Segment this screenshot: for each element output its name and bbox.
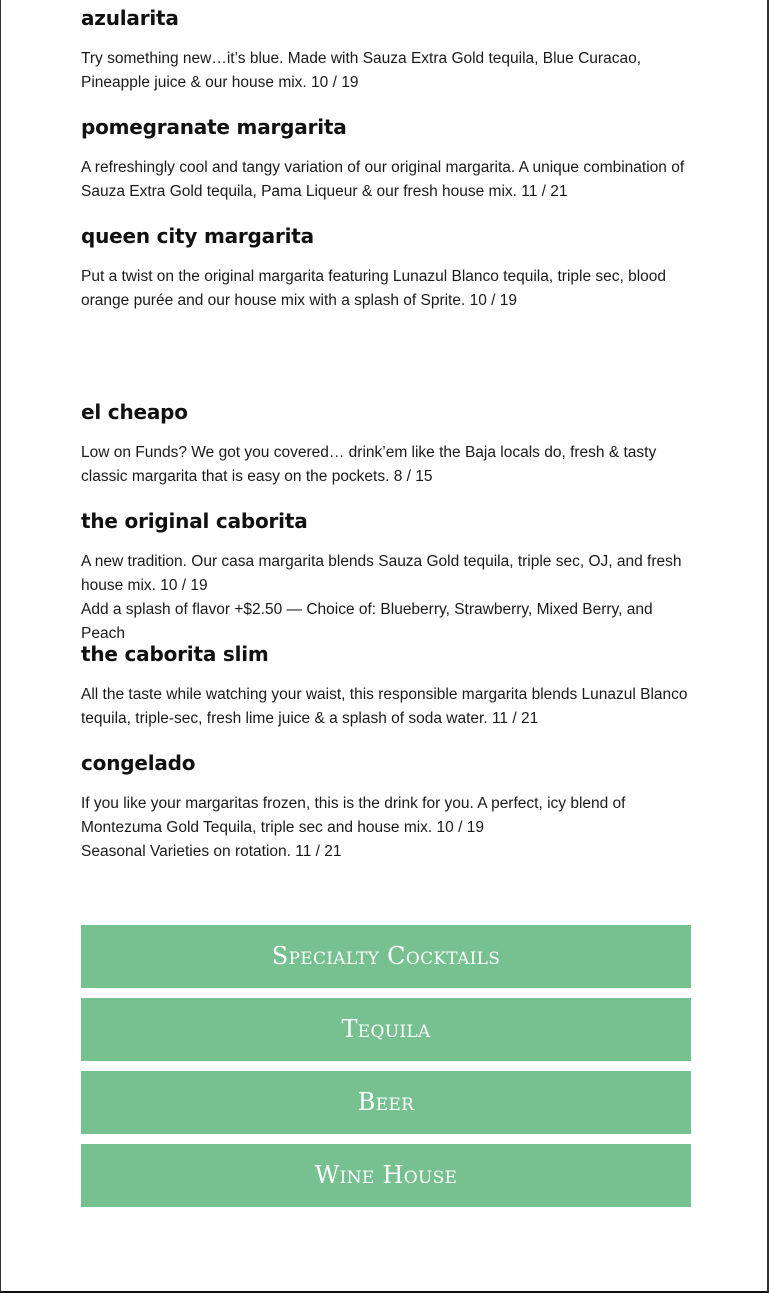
menu-item-title: queen city margarita bbox=[81, 224, 314, 248]
wine-house-button[interactable]: Wine House bbox=[81, 1144, 691, 1207]
menu-item-description: If you like your margaritas frozen, this is the drink for you. A perfect, icy blend of Montezuma Gold Tequila, triple sec and house mix. 10 / 19 bbox=[81, 795, 626, 836]
menu-item-title: the caborita slim bbox=[81, 642, 269, 666]
menu-item-title: el cheapo bbox=[81, 400, 188, 424]
menu-item-description: Try something new…it’s blue. Made with Sauza Extra Gold tequila, Blue Curacao, Pineapple juice & our house mix. 10 / 19 bbox=[81, 50, 641, 91]
menu-item-description: All the taste while watching your waist, this responsible margarita blends Lunazul Blanco tequila, triple-sec, fresh lime juice & a splash of soda water. 11 / 21 bbox=[81, 686, 688, 727]
menu-item-azularita bbox=[81, 5, 693, 95]
menu-item-title: congelado bbox=[81, 751, 196, 775]
menu-item-title: the original caborita bbox=[81, 509, 308, 533]
menu-item-title: azularita bbox=[81, 6, 179, 30]
menu-item-pomegranate-margarita bbox=[81, 114, 693, 204]
menu-item-seasonal: Seasonal Varieties on rotation. 11 / 21 bbox=[81, 843, 342, 860]
menu-item-caborita-slim bbox=[81, 641, 693, 731]
menu-item-description: Put a twist on the original margarita featuring Lunazul Blanco tequila, triple sec, blood orange purée and our house mix with a splash of Sprite. 10 / 19 bbox=[81, 268, 667, 309]
specialty-cocktails-button[interactable]: Specialty Cocktails bbox=[81, 925, 691, 988]
tequila-button[interactable]: Tequila bbox=[81, 998, 691, 1061]
menu-category-nav bbox=[81, 925, 691, 1217]
menu-item-addon: Add a splash of flavor +$2.50 — Choice of: Blueberry, Strawberry, Mixed Berry, and Peach bbox=[81, 601, 653, 642]
beer-button[interactable]: Beer bbox=[81, 1071, 691, 1134]
menu-item-description: A new tradition. Our casa margarita blends Sauza Gold tequila, triple sec, OJ, and fresh house mix. 10 / 19 bbox=[81, 553, 682, 594]
menu-item-congelado bbox=[81, 750, 693, 864]
menu-item-description: A refreshingly cool and tangy variation of our original margarita. A unique combination of Sauza Extra Gold tequila, Pama Liqueur & our fresh house mix. 11 / 21 bbox=[81, 159, 685, 200]
menu-item-description: Low on Funds? We got you covered… drink’em like the Baja locals do, fresh & tasty classic margarita that is easy on the pockets. 8 / 15 bbox=[81, 444, 657, 485]
menu-item-queen-city-margarita bbox=[81, 223, 693, 313]
menu-item-title: pomegranate margarita bbox=[81, 115, 347, 139]
menu-item-el-cheapo bbox=[81, 399, 693, 489]
menu-item-original-caborita bbox=[81, 508, 693, 646]
